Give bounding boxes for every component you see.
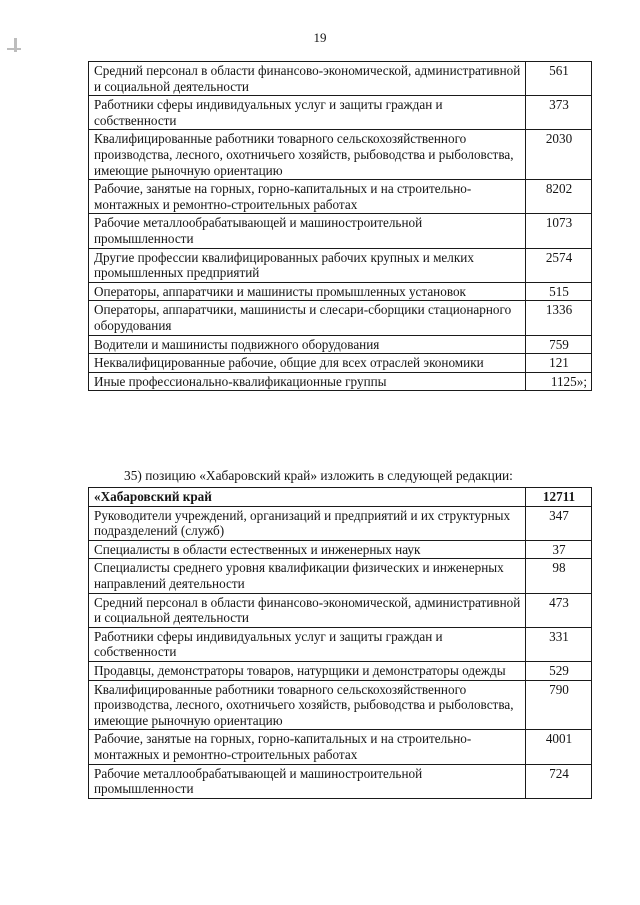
amendment-instruction: 35) позицию «Хабаровский край» изложить в следующей редакции: xyxy=(124,468,513,483)
region-name: «Хабаровский край xyxy=(89,488,526,507)
table-row xyxy=(89,680,592,730)
row-value: 331 xyxy=(526,627,592,661)
row-value: 561 xyxy=(526,62,592,96)
table-row xyxy=(89,62,592,96)
row-label: Квалифицированные работники товарного сельскохозяйственного производства, лесного, охотничьего хозяйств, рыбоводства и рыболовства, имеющие рыночную ориентацию xyxy=(89,680,526,730)
row-label: Специалисты в области естественных и инженерных наук xyxy=(89,540,526,559)
row-value: 1125»; xyxy=(526,372,592,391)
row-label: Средний персонал в области финансово-экономической, административной и социальной деятельности xyxy=(89,593,526,627)
row-value: 473 xyxy=(526,593,592,627)
table-row xyxy=(89,593,592,627)
table-row xyxy=(89,354,592,373)
row-label: Квалифицированные работники товарного сельскохозяйственного производства, лесного, охотничьего хозяйств, рыбоводства и рыболовства, имеющие рыночную ориентацию xyxy=(89,130,526,180)
allocation-table-continued xyxy=(88,61,592,391)
table-row xyxy=(89,180,592,214)
row-label: Иные профессионально-квалификационные группы xyxy=(89,372,526,391)
row-value: 759 xyxy=(526,335,592,354)
row-value: 37 xyxy=(526,540,592,559)
row-label: Продавцы, демонстраторы товаров, натурщики и демонстраторы одежды xyxy=(89,661,526,680)
row-value: 4001 xyxy=(526,730,592,764)
table-row xyxy=(89,627,592,661)
table-row xyxy=(89,335,592,354)
row-label: Операторы, аппаратчики и машинисты промышленных установок xyxy=(89,282,526,301)
scan-artifact xyxy=(7,48,21,50)
row-label: Рабочие металлообрабатывающей и машиностроительной промышленности xyxy=(89,764,526,798)
row-value: 515 xyxy=(526,282,592,301)
khabarovsk-table xyxy=(88,487,592,799)
row-label: Другие профессии квалифицированных рабочих крупных и мелких промышленных предприятий xyxy=(89,248,526,282)
row-label: Руководители учреждений, организаций и предприятий и их структурных подразделений (служб) xyxy=(89,506,526,540)
row-value: 2574 xyxy=(526,248,592,282)
table-row xyxy=(89,282,592,301)
row-label: Работники сферы индивидуальных услуг и защиты граждан и собственности xyxy=(89,96,526,130)
row-label: Работники сферы индивидуальных услуг и защиты граждан и собственности xyxy=(89,627,526,661)
row-label: Рабочие металлообрабатывающей и машиностроительной промышленности xyxy=(89,214,526,248)
row-label: Водители и машинисты подвижного оборудования xyxy=(89,335,526,354)
table-row xyxy=(89,301,592,335)
row-label: Операторы, аппаратчики, машинисты и слесари-сборщики стационарного оборудования xyxy=(89,301,526,335)
row-label: Средний персонал в области финансово-экономической, административной и социальной деятельности xyxy=(89,62,526,96)
table-row xyxy=(89,372,592,391)
row-value: 121 xyxy=(526,354,592,373)
row-label: Неквалифицированные рабочие, общие для всех отраслей экономики xyxy=(89,354,526,373)
row-label: Рабочие, занятые на горных, горно-капитальных и на строительно-монтажных и ремонтно-строительных работах xyxy=(89,730,526,764)
row-value: 2030 xyxy=(526,130,592,180)
table-row xyxy=(89,214,592,248)
row-value: 529 xyxy=(526,661,592,680)
row-label: Специалисты среднего уровня квалификации физических и инженерных направлений деятельности xyxy=(89,559,526,593)
table-row xyxy=(89,540,592,559)
row-value: 1073 xyxy=(526,214,592,248)
region-total: 12711 xyxy=(526,488,592,507)
row-value: 1336 xyxy=(526,301,592,335)
row-value: 724 xyxy=(526,764,592,798)
table-row xyxy=(89,730,592,764)
table-row xyxy=(89,661,592,680)
table-row xyxy=(89,96,592,130)
row-value: 8202 xyxy=(526,180,592,214)
table-row xyxy=(89,130,592,180)
table-row xyxy=(89,248,592,282)
page-number: 19 xyxy=(313,30,327,45)
table-row xyxy=(89,506,592,540)
table-row xyxy=(89,559,592,593)
row-label: Рабочие, занятые на горных, горно-капитальных и на строительно-монтажных и ремонтно-строительных работах xyxy=(89,180,526,214)
row-value: 98 xyxy=(526,559,592,593)
table-row xyxy=(89,764,592,798)
row-value: 790 xyxy=(526,680,592,730)
region-header-row xyxy=(89,488,592,507)
row-value: 347 xyxy=(526,506,592,540)
row-value: 373 xyxy=(526,96,592,130)
